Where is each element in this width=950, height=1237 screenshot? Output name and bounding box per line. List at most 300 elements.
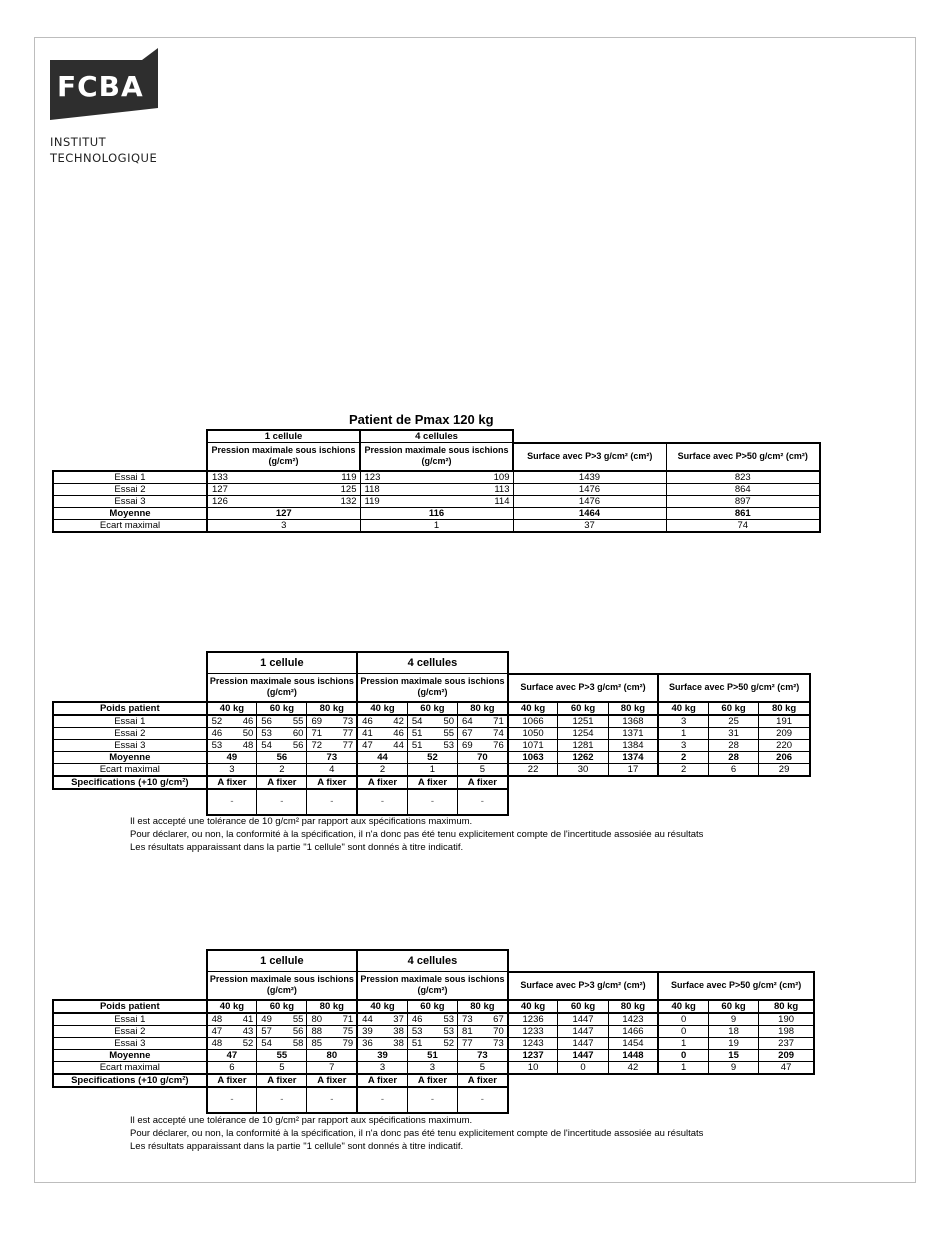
poids-label: Poids patient (53, 702, 207, 715)
dash-cell: - (257, 789, 307, 815)
row-label: Ecart maximal (53, 519, 207, 532)
surf3-cell: 1447 (558, 1013, 608, 1026)
weights-row (53, 702, 810, 715)
weight-header: 60 kg (708, 1000, 758, 1013)
table-row (53, 739, 810, 751)
pressure-pair-cell (207, 1013, 257, 1026)
surf50-cell: 220 (759, 739, 810, 751)
weight-header: 40 kg (357, 1000, 407, 1013)
surf50-cell: 823 (666, 471, 820, 484)
pressure-pair-cell (257, 727, 307, 739)
surf3-cell: 1464 (513, 507, 666, 519)
weight-header: 60 kg (558, 1000, 608, 1013)
sub-header-row (53, 674, 810, 702)
note-line: Pour déclarer, ou non, la conformité à la spécification, il n'a donc pas été tenu explicitement compte de l'incertitude assosiée au résultats (130, 829, 704, 840)
surf50-header: Surface avec P>50 g/cm² (cm²) (658, 972, 814, 1000)
table2-notes (130, 815, 703, 854)
dash-cell: - (407, 1087, 457, 1113)
pressure-left: 46 (211, 727, 223, 739)
pressure-pair-cell (458, 739, 508, 751)
s3-value: 22 (508, 763, 558, 776)
pressure-pair-cell (360, 471, 513, 484)
dash-cell: - (307, 789, 357, 815)
row-label: Moyenne (53, 1049, 207, 1061)
surf3-cell: 1476 (513, 483, 666, 495)
pressure-left: 85 (311, 1037, 323, 1049)
s50-value: 28 (708, 751, 758, 763)
table-row-ecart (53, 763, 810, 776)
surf50-cell: 1 (658, 1037, 708, 1049)
dash-cell: - (458, 1087, 508, 1113)
s50-value: 2 (658, 751, 708, 763)
t1-surf3-header: Surface avec P>3 g/cm² (cm²) (513, 443, 666, 471)
pressure-pair-cell (207, 471, 360, 484)
s3-value: 1447 (558, 1049, 608, 1061)
dash-cell: - (257, 1087, 307, 1113)
pressure-right: 71 (342, 1013, 354, 1025)
s3-value: 1262 (558, 751, 608, 763)
pressure-pair-cell (257, 739, 307, 751)
surf3-cell: 1233 (508, 1025, 558, 1037)
row-label: Essai 1 (53, 471, 207, 484)
s3-value: 1237 (508, 1049, 558, 1061)
surf50-header: Surface avec P>50 g/cm² (cm²) (658, 674, 810, 702)
institute-line2: TECHNOLOGIQUE (50, 151, 158, 165)
surf3-cell: 1466 (608, 1025, 658, 1037)
surf3-cell: 1439 (513, 471, 666, 484)
s50-value: 0 (658, 1049, 708, 1061)
pressure-right: 58 (292, 1037, 304, 1049)
c4-value: 116 (360, 507, 513, 519)
spec-value: A fixer (207, 776, 257, 789)
weight-header: 80 kg (307, 1000, 357, 1013)
surf3-cell: 1368 (608, 715, 658, 728)
pressure-left: 57 (261, 1025, 272, 1037)
surf3-cell: 1384 (608, 739, 658, 751)
spec-label: Specifications (+10 g/cm²) (53, 776, 207, 789)
pressure-pair-cell (257, 715, 307, 728)
pressure-right: 55 (292, 715, 304, 727)
surf50-cell: 209 (759, 727, 810, 739)
pressure-left: 52 (211, 715, 223, 727)
c1-value: 127 (207, 507, 360, 519)
table-row (53, 483, 820, 495)
spec-value: A fixer (458, 776, 508, 789)
pressure-left: 126 (212, 495, 228, 507)
table-row (53, 1025, 814, 1037)
spec-value: A fixer (407, 776, 457, 789)
p4-value: 73 (458, 1049, 508, 1061)
surf50-cell: 19 (708, 1037, 758, 1049)
s50-value: 1 (658, 1061, 708, 1074)
table-row-moyenne (53, 751, 810, 763)
pressure-left: 36 (362, 1037, 373, 1049)
pressure-left: 46 (411, 1013, 423, 1025)
pressure-pair-cell (458, 1025, 508, 1037)
row-label: Essai 2 (53, 727, 207, 739)
s50-value: 209 (759, 1049, 814, 1061)
p4-value: 44 (357, 751, 407, 763)
surf3-cell: 1251 (558, 715, 608, 728)
surf3-cell: 37 (513, 519, 666, 532)
p1-value: 55 (257, 1049, 307, 1061)
p1-value: 6 (207, 1061, 257, 1074)
pressure-left: 54 (261, 739, 272, 751)
surf3-cell: 1423 (608, 1013, 658, 1026)
p4-value: 5 (458, 1061, 508, 1074)
pressure-left: 41 (362, 727, 373, 739)
s3-value: 1374 (608, 751, 658, 763)
surf3-cell: 1371 (608, 727, 658, 739)
weight-header: 60 kg (407, 702, 457, 715)
pressure-right: 38 (393, 1025, 404, 1037)
logo-text: FCBA (57, 70, 144, 103)
surf50-cell: 1 (658, 727, 708, 739)
pressure-header-1: Pression maximale sous ischions (g/cm²) (207, 972, 358, 1000)
pressure-left: 53 (411, 1025, 423, 1037)
surf50-cell: 74 (666, 519, 820, 532)
pressure-left: 51 (411, 727, 423, 739)
pressure-right: 50 (242, 727, 254, 739)
table3 (52, 949, 815, 1114)
pressure-left: 54 (411, 715, 423, 727)
weight-header: 60 kg (257, 1000, 307, 1013)
p4-value: 52 (407, 751, 457, 763)
pressure-left: 88 (311, 1025, 323, 1037)
pressure-left: 69 (462, 739, 473, 751)
weight-header: 40 kg (207, 1000, 257, 1013)
weight-header: 40 kg (207, 702, 257, 715)
pressure-pair-cell (207, 483, 360, 495)
pressure-pair-cell (407, 1013, 457, 1026)
row-label: Essai 1 (53, 1013, 207, 1026)
spec-value: A fixer (458, 1074, 508, 1087)
weight-header: 80 kg (759, 1000, 814, 1013)
pressure-left: 73 (462, 1013, 473, 1025)
surf3-cell: 1447 (558, 1037, 608, 1049)
pressure-pair-cell (458, 1037, 508, 1049)
table-row-moyenne (53, 1049, 814, 1061)
surf50-cell: 198 (759, 1025, 814, 1037)
pressure-left: 69 (311, 715, 323, 727)
pressure-right: 46 (393, 727, 404, 739)
pressure-left: 67 (462, 727, 473, 739)
surf50-cell: 897 (666, 495, 820, 507)
pressure-left: 49 (261, 1013, 272, 1025)
s50-value: 2 (658, 763, 708, 776)
pressure-left: 47 (211, 1025, 223, 1037)
pressure-right: 71 (493, 715, 504, 727)
surf3-cell: 1236 (508, 1013, 558, 1026)
t1-group1-header: 1 cellule (207, 430, 360, 443)
pressure-left: 123 (364, 471, 381, 483)
surf50-cell: 3 (658, 715, 708, 728)
pressure-pair-cell (207, 727, 257, 739)
surf50-cell: 3 (658, 739, 708, 751)
pressure-right: 43 (242, 1025, 254, 1037)
s50-value: 6 (708, 763, 758, 776)
pressure-right: 73 (342, 715, 354, 727)
p4-value: 3 (407, 1061, 457, 1074)
p1-value: 7 (307, 1061, 357, 1074)
weights-row (53, 1000, 814, 1013)
pressure-right: 75 (342, 1025, 354, 1037)
weight-header: 40 kg (508, 1000, 558, 1013)
pressure-left: 47 (362, 739, 373, 751)
pressure-right: 53 (443, 1013, 455, 1025)
spec-value: A fixer (257, 1074, 307, 1087)
row-label: Essai 3 (53, 1037, 207, 1049)
pressure-pair-cell (307, 739, 357, 751)
dash-row (53, 789, 810, 815)
dash-cell: - (207, 789, 257, 815)
s3-value: 0 (558, 1061, 608, 1074)
pressure-right: 113 (494, 483, 510, 495)
group2-header: 4 cellules (357, 652, 508, 674)
pressure-right: 56 (292, 1025, 304, 1037)
pressure-right: 53 (443, 1025, 455, 1037)
p1-value: 80 (307, 1049, 357, 1061)
pressure-pair-cell (357, 715, 407, 728)
p4-value: 1 (407, 763, 457, 776)
pressure-right: 37 (393, 1013, 404, 1025)
surf50-cell: 0 (658, 1025, 708, 1037)
note-line: Les résultats apparaissant dans la partie "1 cellule" sont donnés à titre indicatif. (130, 1141, 464, 1152)
pressure-header-1: Pression maximale sous ischions (g/cm²) (207, 674, 358, 702)
dash-cell: - (357, 1087, 407, 1113)
pressure-left: 46 (362, 715, 373, 727)
pressure-pair-cell (307, 1025, 357, 1037)
spec-value: A fixer (257, 776, 307, 789)
pressure-left: 48 (211, 1013, 223, 1025)
pressure-right: 76 (493, 739, 504, 751)
pressure-right: 46 (242, 715, 254, 727)
p4-value: 39 (357, 1049, 407, 1061)
surf3-cell: 1454 (608, 1037, 658, 1049)
spec-row (53, 776, 810, 789)
pressure-pair-cell (207, 715, 257, 728)
s3-value: 10 (508, 1061, 558, 1074)
pressure-pair-cell (357, 739, 407, 751)
table2 (52, 651, 811, 816)
spec-row (53, 1074, 814, 1087)
pressure-right: 52 (242, 1037, 254, 1049)
pressure-pair-cell (307, 715, 357, 728)
surf50-cell: 31 (708, 727, 758, 739)
pressure-right: 119 (341, 471, 357, 483)
row-label: Essai 1 (53, 715, 207, 728)
pressure-left: 119 (364, 495, 380, 507)
pressure-left: 133 (212, 471, 228, 483)
spec-value: A fixer (407, 1074, 457, 1087)
dash-cell: - (207, 1087, 257, 1113)
institute-line1: INSTITUT (50, 135, 107, 149)
weight-header: 40 kg (357, 702, 407, 715)
table-row (53, 1037, 814, 1049)
pressure-left: 53 (261, 727, 272, 739)
pressure-right: 114 (494, 495, 510, 507)
pressure-pair-cell (307, 1013, 357, 1026)
row-label: Essai 3 (53, 739, 207, 751)
s50-value: 29 (759, 763, 810, 776)
weight-header: 60 kg (257, 702, 307, 715)
pressure-pair-cell (207, 739, 257, 751)
pressure-header-2: Pression maximale sous ischions (g/cm²) (357, 972, 508, 1000)
s50-value: 9 (708, 1061, 758, 1074)
note-line: Les résultats apparaissant dans la partie "1 cellule" sont donnés à titre indicatif. (130, 842, 464, 853)
t1-surf50-header: Surface avec P>50 g/cm² (cm²) (666, 443, 820, 471)
weight-header: 40 kg (658, 1000, 708, 1013)
s3-value: 1448 (608, 1049, 658, 1061)
spec-value: A fixer (357, 1074, 407, 1087)
pressure-left: 81 (462, 1025, 473, 1037)
surf50-cell: 861 (666, 507, 820, 519)
row-label: Ecart maximal (53, 763, 207, 776)
p4-value: 3 (357, 1061, 407, 1074)
table-row (53, 715, 810, 728)
pressure-right: 55 (292, 1013, 304, 1025)
p4-value: 5 (458, 763, 508, 776)
dash-cell: - (407, 789, 457, 815)
pressure-pair-cell (357, 727, 407, 739)
row-label: Moyenne (53, 751, 207, 763)
pressure-right: 77 (342, 739, 354, 751)
s3-value: 30 (558, 763, 608, 776)
spec-value: A fixer (207, 1074, 257, 1087)
pressure-right: 70 (493, 1025, 504, 1037)
pressure-pair-cell (407, 715, 457, 728)
pressure-pair-cell (407, 1025, 457, 1037)
weight-header: 40 kg (508, 702, 558, 715)
p4-value: 51 (407, 1049, 457, 1061)
pressure-left: 56 (261, 715, 272, 727)
s50-value: 15 (708, 1049, 758, 1061)
pressure-pair-cell (307, 727, 357, 739)
surf3-cell: 1476 (513, 495, 666, 507)
pressure-pair-cell (207, 1037, 257, 1049)
pressure-right: 74 (493, 727, 504, 739)
pressure-right: 125 (340, 483, 357, 495)
sub-header-row (53, 972, 814, 1000)
surf3-header: Surface avec P>3 g/cm² (cm²) (508, 972, 659, 1000)
table-row-ecart (53, 1061, 814, 1074)
pressure-pair-cell (207, 495, 360, 507)
pressure-right: 44 (393, 739, 404, 751)
p1-value: 4 (307, 763, 357, 776)
weight-header: 60 kg (407, 1000, 457, 1013)
t1-pressure-header-2: Pression maximale sous ischions (g/cm²) (360, 443, 513, 471)
pressure-left: 51 (411, 739, 423, 751)
pressure-pair-cell (407, 1037, 457, 1049)
c4-value: 1 (360, 519, 513, 532)
surf50-cell: 9 (708, 1013, 758, 1026)
surf50-cell: 237 (759, 1037, 814, 1049)
pressure-left: 118 (364, 483, 380, 495)
pressure-right: 56 (292, 739, 304, 751)
pressure-pair-cell (357, 1025, 407, 1037)
dash-cell: - (458, 789, 508, 815)
group-header-row (53, 950, 814, 972)
pressure-header-2: Pression maximale sous ischions (g/cm²) (357, 674, 508, 702)
pressure-left: 77 (462, 1037, 473, 1049)
pressure-pair-cell (307, 1037, 357, 1049)
surf50-cell: 18 (708, 1025, 758, 1037)
s3-value: 17 (608, 763, 658, 776)
p1-value: 49 (207, 751, 257, 763)
fcba-logo (50, 48, 158, 120)
p1-value: 2 (257, 763, 307, 776)
t1-pressure-header-1: Pression maximale sous ischions (g/cm²) (207, 443, 360, 471)
pressure-left: 53 (211, 739, 223, 751)
pressure-right: 41 (242, 1013, 254, 1025)
group2-header: 4 cellules (357, 950, 508, 972)
p1-value: 73 (307, 751, 357, 763)
dash-cell: - (357, 789, 407, 815)
weight-header: 80 kg (307, 702, 357, 715)
s50-value: 206 (759, 751, 810, 763)
dash-cell: - (307, 1087, 357, 1113)
spec-label: Specifications (+10 g/cm²) (53, 1074, 207, 1087)
pressure-right: 50 (443, 715, 455, 727)
poids-label: Poids patient (53, 1000, 207, 1013)
spec-value: A fixer (307, 1074, 357, 1087)
surf50-cell: 28 (708, 739, 758, 751)
pressure-right: 53 (443, 739, 455, 751)
spec-value: A fixer (357, 776, 407, 789)
note-line: Pour déclarer, ou non, la conformité à la spécification, il n'a donc pas été tenu explicitement compte de l'incertitude assosiée au résultats (130, 1128, 704, 1139)
row-label: Essai 3 (53, 495, 207, 507)
s50-value: 47 (759, 1061, 814, 1074)
surf50-cell: 191 (759, 715, 810, 728)
p1-value: 5 (257, 1061, 307, 1074)
pressure-pair-cell (407, 727, 457, 739)
surf3-cell: 1447 (558, 1025, 608, 1037)
group1-header: 1 cellule (207, 950, 358, 972)
p4-value: 2 (357, 763, 407, 776)
pressure-right: 67 (493, 1013, 504, 1025)
dash-row (53, 1087, 814, 1113)
surf3-header: Surface avec P>3 g/cm² (cm²) (508, 674, 659, 702)
pressure-pair-cell (207, 1025, 257, 1037)
table-row-ecart (53, 519, 820, 532)
weight-header: 80 kg (759, 702, 810, 715)
institute-name (50, 134, 157, 166)
surf3-cell: 1281 (558, 739, 608, 751)
pressure-pair-cell (257, 1013, 307, 1026)
pressure-left: 54 (261, 1037, 272, 1049)
weight-header: 60 kg (708, 702, 758, 715)
surf50-cell: 0 (658, 1013, 708, 1026)
note-line: Il est accepté une tolérance de 10 g/cm² par rapport aux spécifications maximum. (130, 816, 473, 827)
pressure-left: 71 (311, 727, 323, 739)
table-row (53, 1013, 814, 1026)
weight-header: 80 kg (608, 1000, 658, 1013)
surf3-cell: 1050 (508, 727, 558, 739)
spec-value: A fixer (307, 776, 357, 789)
weight-header: 80 kg (458, 1000, 508, 1013)
row-label: Ecart maximal (53, 1061, 207, 1074)
weight-header: 40 kg (658, 702, 708, 715)
p1-value: 47 (207, 1049, 257, 1061)
pressure-left: 51 (411, 1037, 423, 1049)
pressure-right: 77 (342, 727, 354, 739)
t1-group2-header: 4 cellules (360, 430, 513, 443)
surf3-cell: 1071 (508, 739, 558, 751)
p1-value: 56 (257, 751, 307, 763)
pressure-left: 44 (362, 1013, 373, 1025)
note-line: Il est accepté une tolérance de 10 g/cm² par rapport aux spécifications maximum. (130, 1115, 473, 1126)
pressure-right: 109 (493, 471, 510, 483)
